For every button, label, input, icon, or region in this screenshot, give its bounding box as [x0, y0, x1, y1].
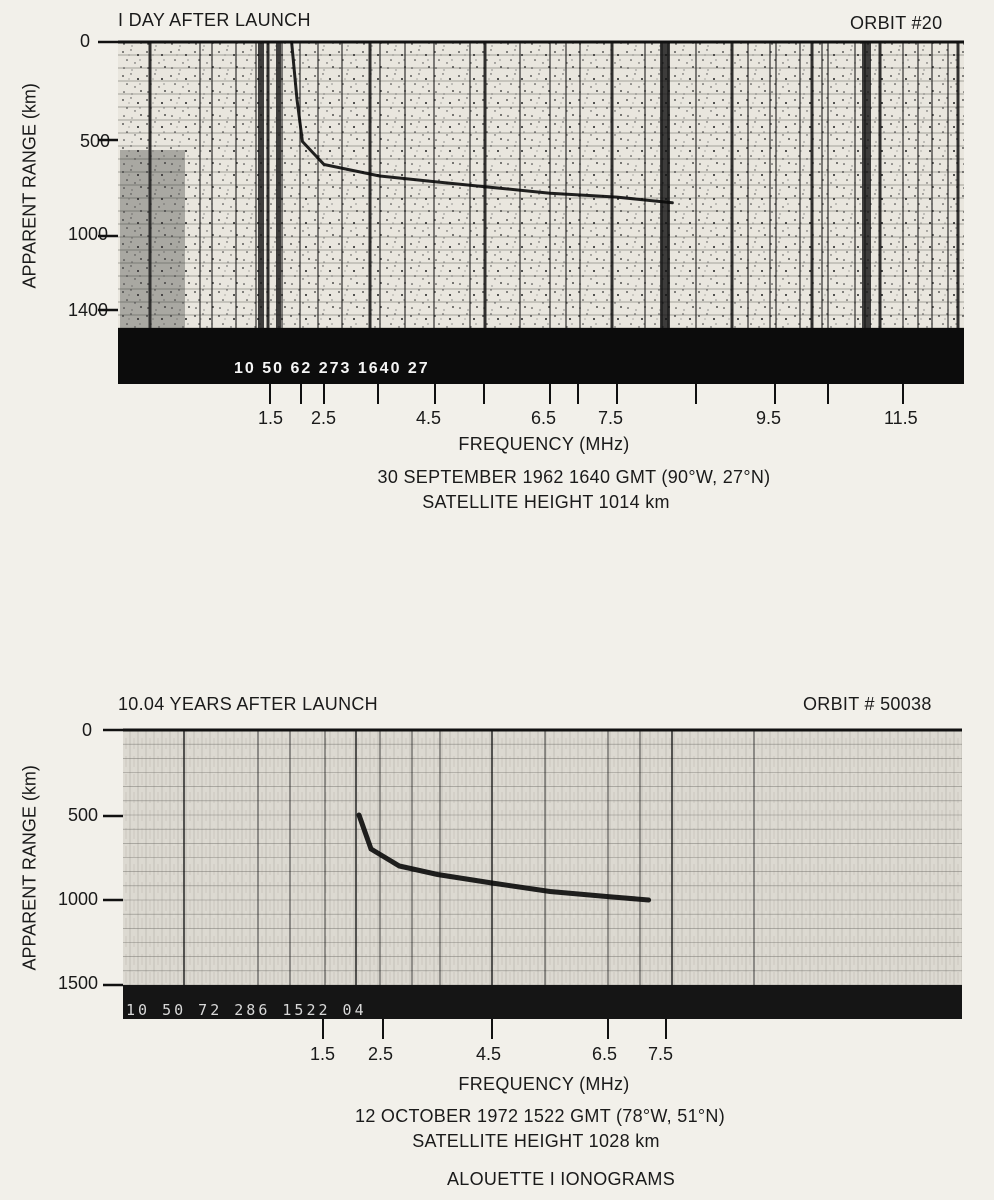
- top-y-axis-label: APPARENT RANGE (km): [19, 83, 40, 289]
- bottom-caption-height: SATELLITE HEIGHT 1028 km: [412, 1131, 660, 1151]
- bottom-code-strip: 10 50 72 286 1522 04: [126, 1001, 367, 1019]
- bottom-y-tick-3: 1500: [58, 973, 99, 993]
- bottom-y-axis-label: APPARENT RANGE (km): [19, 765, 40, 971]
- bottom-y-tick-2: 1000: [58, 889, 99, 909]
- bottom-x-tick-4: 7.5: [648, 1044, 674, 1064]
- bottom-y-tick-0: 0: [82, 720, 93, 740]
- top-x-axis-label: FREQUENCY (MHz): [458, 434, 630, 454]
- footer-title: ALOUETTE I IONOGRAMS: [446, 1169, 676, 1189]
- top-y-tick-2: 1000: [68, 224, 109, 244]
- top-noise-block: [120, 150, 185, 328]
- top-caption-height: SATELLITE HEIGHT 1014 km: [422, 492, 670, 512]
- bottom-header-left: 10.04 YEARS AFTER LAUNCH: [118, 694, 378, 714]
- top-header-left: I DAY AFTER LAUNCH: [118, 10, 311, 30]
- top-x-tick-4: 7.5: [598, 408, 624, 428]
- bottom-x-tick-1: 2.5: [368, 1044, 394, 1064]
- top-x-tick-5: 9.5: [756, 408, 782, 428]
- bottom-header-right: ORBIT # 50038: [803, 694, 932, 714]
- top-x-tick-6: 11.5: [884, 408, 918, 428]
- top-code-strip: 10 50 62 273 1640 27: [234, 360, 430, 377]
- top-dark-band: [660, 42, 670, 328]
- top-dark-band: [862, 42, 871, 328]
- top-header-right: ORBIT #20: [850, 13, 943, 33]
- top-dark-band: [258, 42, 264, 328]
- top-x-tick-1: 2.5: [311, 408, 337, 428]
- top-y-tick-0: 0: [80, 31, 91, 51]
- top-caption-date: 30 SEPTEMBER 1962 1640 GMT (90°W, 27°N): [377, 467, 771, 487]
- top-y-tick-3: 1400: [68, 300, 109, 320]
- bottom-x-tick-0: 1.5: [310, 1044, 336, 1064]
- top-y-tick-1: 500: [80, 131, 111, 151]
- bottom-x-tick-3: 6.5: [592, 1044, 618, 1064]
- top-dark-band: [276, 42, 281, 328]
- bottom-x-tick-2: 4.5: [476, 1044, 502, 1064]
- bottom-caption-date: 12 OCTOBER 1972 1522 GMT (78°W, 51°N): [355, 1106, 725, 1126]
- bottom-x-axis-label: FREQUENCY (MHz): [458, 1074, 630, 1094]
- top-x-tick-0: 1.5: [258, 408, 284, 428]
- top-x-tick-2: 4.5: [416, 408, 442, 428]
- bottom-y-tick-1: 500: [68, 805, 99, 825]
- top-x-tick-3: 6.5: [531, 408, 557, 428]
